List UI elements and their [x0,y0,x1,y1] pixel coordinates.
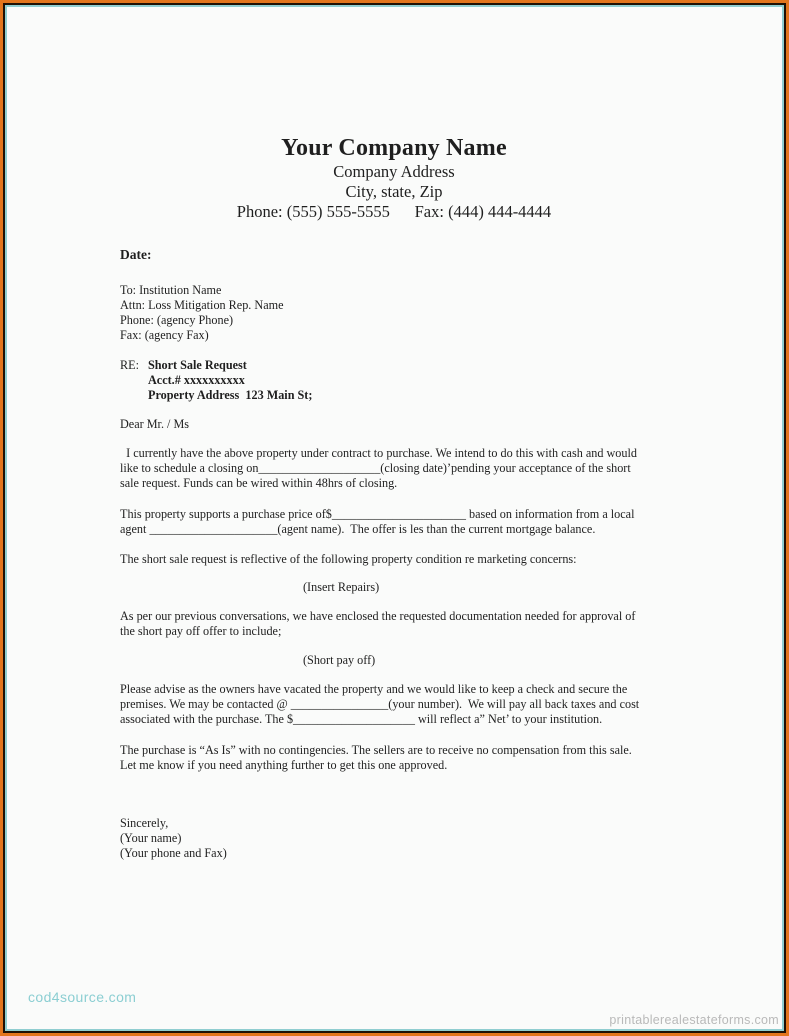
paragraph-line: The purchase is “As Is” with no contingencies. The sellers are to receive no compensation from this sale. [120,743,632,757]
paragraph-contact [120,682,782,727]
re-label: RE: [120,358,139,372]
paragraph-line: As per our previous conversations, we have enclosed the requested documentation needed for approval of [120,609,636,623]
letter-content [120,7,782,861]
company-city-state-zip: City, state, Zip [345,182,443,201]
recipient-to: To: Institution Name [120,283,222,297]
paragraph-line: This property supports a purchase price of$______________________ based on information from a local [120,507,635,521]
recipient-attn: Attn: Loss Mitigation Rep. Name [120,298,284,312]
letterhead [120,135,668,222]
company-address: Company Address [333,162,455,181]
signature-contact: (Your phone and Fax) [120,846,227,860]
paragraph-intro [120,446,782,491]
paragraph-line: agent _____________________(agent name). The offer is les than the current mortgage balance. [120,522,596,536]
subject-account: Acct.# xxxxxxxxxx [148,373,245,387]
subject-block [120,358,782,403]
company-phone-fax: Phone: (555) 555-5555 Fax: (444) 444-4444 [236,202,552,221]
paragraph-line: Let me know if you need anything further to get this one approved. [120,758,448,772]
paragraph-line: premises. We may be contacted @ ________________(your number). We will pay all back taxes and cost [120,697,640,711]
letter-page [7,7,782,1029]
paragraph-documentation [120,609,782,639]
salutation: Dear Mr. / Ms [120,417,190,431]
paragraph-line: sale request. Funds can be wired within 48hrs of closing. [120,476,398,490]
subject-line [120,358,782,373]
short-pay-off-placeholder: (Short pay off) [303,653,376,667]
paragraph-line: associated with the purchase. The $____________________ will reflect a” Net’ to your institution. [120,712,603,726]
paragraph-line: Please advise as the owners have vacated the property and we would like to keep a check and secure the [120,682,628,696]
subject-property-address: Property Address 123 Main St; [148,388,313,402]
date-label: Date: [120,247,152,262]
paragraph-as-is [120,743,782,773]
signature-name: (Your name) [120,831,182,845]
decorative-frame-teal [5,5,784,1031]
company-name: Your Company Name [281,135,507,161]
paragraph-line: The short sale request is reflective of the following property condition re marketing concerns: [120,552,577,566]
paragraph-property-condition [120,552,782,567]
watermark-printablerealestateforms: printablerealestateforms.com [609,1013,779,1027]
insert-repairs-placeholder: (Insert Repairs) [303,580,380,594]
recipient-fax: Fax: (agency Fax) [120,328,209,342]
signature-closing: Sincerely, [120,816,169,830]
paragraph-line: I currently have the above property under contract to purchase. We intend to do this with cash and would [120,446,637,460]
recipient-phone: Phone: (agency Phone) [120,313,234,327]
subject-title: Short Sale Request [147,358,247,372]
paragraph-line: like to schedule a closing on____________________(closing date)’pending your acceptance of the short [120,461,631,475]
signature-block [120,816,782,861]
paragraph-line: the short pay off offer to include; [120,624,282,638]
decorative-frame-dark [3,3,786,1033]
watermark-cod4source: cod4source.com [28,989,137,1005]
recipient-block [120,283,782,343]
paragraph-purchase-price [120,507,782,537]
